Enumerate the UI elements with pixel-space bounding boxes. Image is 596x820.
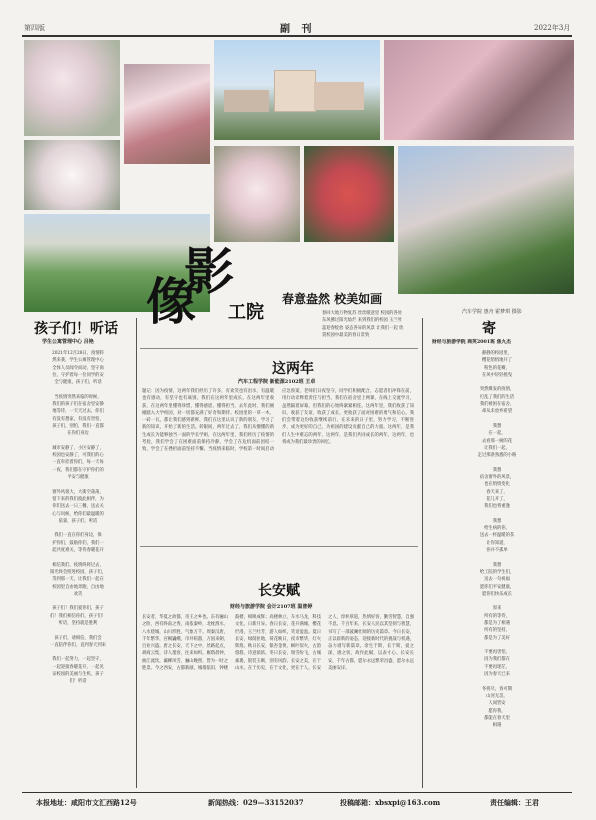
text-line <box>24 525 132 532</box>
text-line <box>432 416 562 423</box>
text-line: 突然爆发的疫情， <box>479 387 515 393</box>
center-top-body: 题记：因为疫情，这两年我们经历了许多，有欢笑也有泪水，有温暖也有感动，有坚守也有离别。我们在这两年里成长，在这两年里收获，在这两年里懂得珍惜，懂得感恩，懂得担当。去年此时，我们刚刚踏入大学校园，对一切都充满了好奇和期待。校园里的一草一木，一砖一瓦，都让我们感到新鲜，我们在这里认识了新的朋友，学习了新的知识，开始了新的生活。转眼间，两年过去了，我们从懵懂的新生成长为能够独当一面的学长学姐，在这两年里，我们经历了疫情的考验，我们学会了在困难面前保持冷静，学会了在危机面前团结一致，学会了在挫折面前坚持不懈。当疫情来临时，学校第一时间启动应急预案，老师们日夜坚守，同学们积极配合，志愿者们冲锋在前，用行动诠释着责任与担当。我们在宿舍里上网课，在线上交流学习，虽然隔着屏幕，但我们的心始终紧紧相连。这两年里，我们收获了知识，收获了友谊，收获了成长，更收获了面对困难的勇气和信心。我们会带着这份收获继续前行，在未来的日子里，努力学习，不断进步，成为更好的自己，为祖国的建设贡献自己的力量。这两年，是我们人生中难忘的两年，这两年，是我们共同成长的两年，这两年，也将成为我们最珍贵的回忆。 <box>142 389 414 453</box>
footer-editor: 责任编辑：王君 <box>490 798 539 807</box>
text-line: 人间皆安 <box>488 701 506 707</box>
text-line: 也在悄悄变化 <box>484 482 510 488</box>
issue-number: 第四版 <box>24 24 45 32</box>
photo-tree-path <box>398 146 574 294</box>
text-line: 依靠，孩子们，听话 <box>58 518 98 524</box>
photo-blossom-white <box>24 140 120 210</box>
newspaper-section-title: 副 刊 <box>280 24 316 35</box>
text-line: 樱花悄悄地开了 <box>481 358 513 364</box>
center-bottom-author: 财经与旅游学院 会计2107班 温普婷 <box>230 604 313 610</box>
text-line: 让你知道， <box>486 540 508 546</box>
photo-section-title-small: 工院 <box>228 302 264 323</box>
text-line: 打乱了我们的生活 <box>479 394 515 400</box>
text-line: 孩子们，请相信，我们会 <box>54 635 102 641</box>
text-line: 校园也安静了，可我们的心 <box>52 453 104 459</box>
text-line: 愿你们平安健康， <box>479 584 515 590</box>
text-line: 你并不孤单 <box>486 548 508 554</box>
text-line: 去看那一树的花 <box>481 438 513 444</box>
intro-line: 蕊迎春绽放 姿态各异的风景 让我们一起 欣 <box>322 325 404 331</box>
text-line: 在你们身边 <box>67 431 89 437</box>
text-line: 等到那一天，让我们一起在 <box>52 577 104 583</box>
text-line: 我们也将重逢 <box>484 504 510 510</box>
center-top-title: 这两年 <box>272 361 314 377</box>
text-line: 因为我们都在 <box>484 657 510 663</box>
text-line: 平安与健康 <box>67 475 89 481</box>
footer-phone: 新闻热线：029—33152037 <box>208 798 304 807</box>
text-line: 我想 <box>492 467 502 473</box>
left-article-author: 学生公寓管理中心 吕艳 <box>42 339 94 345</box>
text-line: 一直牵挂着你们，每一天每 <box>52 460 104 466</box>
left-article-body <box>24 350 132 788</box>
center-bottom-rule <box>140 546 418 547</box>
text-line: 山河无恙， <box>486 693 508 699</box>
text-line: 全体人员闻令而动，坚守岗 <box>52 365 104 371</box>
photo-blossom-topleft <box>24 40 120 136</box>
text-line: 一起迎接春暖花开，一起见 <box>52 664 104 670</box>
text-line: 们！我们相信你们，孩子们！ <box>50 613 106 619</box>
text-line: 却从未放弃希望 <box>481 409 513 415</box>
text-line: 我们一起努力，一起坚守， <box>52 657 104 663</box>
footer-email: 投稿邮箱：xbsxpi@163.com <box>340 798 441 807</box>
text-line: 当疫情突然来临的时候， <box>54 394 102 400</box>
photo-section-intro <box>322 310 412 339</box>
text-line <box>432 598 562 605</box>
text-line: 留下来的我们彼此相伴，为 <box>52 496 104 502</box>
text-line: 我想 <box>492 518 502 524</box>
text-line: 相遇 <box>492 723 502 729</box>
text-line: 欢笑 <box>73 591 83 597</box>
text-line: 有没有想家，有没有害怕， <box>52 416 104 422</box>
text-line: 们！听话 <box>69 679 87 685</box>
text-line: 校园里自由地奔跑，自由地 <box>52 584 104 590</box>
issue-date: 2022年3月 <box>534 24 571 32</box>
photo-section-subtitle: 春意盎然 校美如画 <box>282 292 383 306</box>
text-line: 送去一句祝福 <box>484 577 510 583</box>
text-line <box>432 511 562 518</box>
photo-pink-trees-path <box>384 40 574 140</box>
text-line <box>24 481 132 488</box>
center-bottom-body: 长安者，华夏之故都，帝王之乡也。东有骊山之险，西有终南之秀，南依秦岭，北枕渭水，八水绕城，山川形胜，气象万千。周秦汉唐，千年繁华，宫阙巍峨，市井喧嚣，万国来朝，百业兴盛。唐之长安，天下之中，丝路起点，胡商云集，诗人墨客，往来如织。雁塔晨钟，曲江流饮，灞柳风雪，骊山晚照，皆为一时之胜景。今之西安，古都新颜，城墙依旧，钟楼鼓楼，相映成辉；高楼林立，车水马龙，科技文化，日新月异。春日长安，花开满城，樱花烂漫，玉兰吐芳，游人如织，笑语盈盈。夏日长安，绿荫匝地，荷花映日，夜市繁华，灯火辉煌。秋日长安，银杏金黄，枫叶似火，古韵悠悠，诗意浓浓。冬日长安，瑞雪纷飞，古城素裹，银装玉砌，别有风韵。长安之美，在于山水，在于历史，在于文化，更在于人。长安之人，淳朴厚道，热情好客，勤劳智慧，自强不息。千百年来，长安人民以其坚韧与智慧，书写了一部波澜壮阔的历史篇章。今日长安，正以崭新的姿态，迎接新时代的挑战与机遇，奋力谱写新篇章。余生于斯，长于斯，爱之深，感之切，故作此赋，以表寸心。长安长安，千年古都，愿尔永远繁荣昌盛，愿尔永远美丽安详。 <box>142 615 414 672</box>
text-line: 听话，坚持就是胜利 <box>58 620 98 626</box>
photo-campus-buildings <box>214 40 380 140</box>
text-line: 你们送去一日三餐，送去关 <box>52 504 104 510</box>
text-line: 愿你们快乐成长 <box>481 591 513 597</box>
text-line: 不要再害怕， <box>484 650 510 656</box>
text-line: 冬将尽，春可期 <box>481 686 513 692</box>
text-line: 都是为了相遇 <box>484 620 510 626</box>
text-line <box>24 438 132 445</box>
text-line: 地等待，一天天过去，你们 <box>52 409 104 415</box>
text-line: 给生病的你， <box>484 526 510 532</box>
left-article-title: 孩子们！听话 <box>34 321 118 337</box>
text-line: 所有的等待， <box>484 613 510 619</box>
text-line: 花儿开了， <box>486 496 508 502</box>
right-article-body <box>432 350 562 788</box>
text-line <box>432 554 562 561</box>
text-line: 孩子们，别怕，我们一直都 <box>52 423 104 429</box>
text-line: 我想 <box>492 562 502 568</box>
text-line: 在风中轻轻摇曳 <box>481 372 513 378</box>
center-bottom-title: 长安赋 <box>258 583 300 599</box>
text-line: 护你们，鼓励你们，我们一 <box>52 540 104 546</box>
text-line <box>432 379 562 386</box>
text-line: 所有的坚持， <box>484 628 510 634</box>
text-line <box>432 642 562 649</box>
photo-red-flowers <box>304 146 394 242</box>
footer-address: 本报地址：咸阳市文汇西路12号 <box>36 798 137 807</box>
text-line: 孩子们！我们爱你们，孩子 <box>52 606 104 612</box>
center-top-author: 汽车工程学院 新能源2102班 王卓 <box>238 379 316 385</box>
text-line: 春天来了， <box>486 489 508 495</box>
photo-caption: 汽车学院 惠舟 霍梦琪 摄影 <box>462 309 522 315</box>
text-line <box>432 459 562 466</box>
text-line: 阳光终会照进校园，孩子们， <box>50 569 106 575</box>
text-line: 心与问候，给你们最温暖的 <box>52 511 104 517</box>
text-line: 我们的孩子们在宿舍里安静 <box>52 402 104 408</box>
text-line: 城市安静了，小区安静了， <box>52 445 104 451</box>
column-divider <box>136 318 137 788</box>
text-line: 原来 <box>492 606 502 612</box>
text-line <box>24 649 132 656</box>
text-line <box>24 386 132 393</box>
column-divider <box>422 318 423 788</box>
text-line: 愿你我， <box>488 708 506 714</box>
text-line: 都是为了美好 <box>484 635 510 641</box>
text-line: 在一起， <box>488 431 506 437</box>
text-line: 证校园的美丽与生机，孩子 <box>52 672 104 678</box>
footer-rule <box>22 792 572 793</box>
text-line: 我想 <box>492 423 502 429</box>
intro-line: 春回大地万物复苏 丝丝暖意里 校园的各处 <box>322 311 403 316</box>
text-line: 一夜，我们都在守护你们的 <box>52 467 104 473</box>
text-line: 我们被困在宿舍， <box>479 402 515 408</box>
text-line: 2021年12月28日，疫情猝 <box>52 351 104 356</box>
text-line: 窗外风很大，大街空荡荡， <box>52 489 104 495</box>
photo-section-title-char2: 像 <box>146 272 196 331</box>
text-line: 因为春天已来 <box>484 672 510 678</box>
right-article-author: 财经与旅游学院 商英2001班 焦九杰 <box>432 339 512 345</box>
text-line: 送去一杯温暖的茶 <box>479 533 515 539</box>
text-line: 然来袭，学生公寓管理中心 <box>52 358 104 364</box>
intro-line: 赏校园中最美的春日景致 <box>322 332 370 338</box>
text-line: 全与健康，孩子们，听话 <box>54 380 102 386</box>
text-line: 静静的校园里， <box>481 351 513 356</box>
text-line <box>432 678 562 685</box>
text-line: 粉色的花瓣， <box>484 365 510 371</box>
text-line: 位，守护着每一位同学的安 <box>52 372 104 378</box>
text-line: 相信我们，疫情终将过去， <box>52 562 104 568</box>
text-line: 走过那条熟悉的小路 <box>477 453 517 459</box>
center-top-rule <box>140 348 418 349</box>
text-line: 起共度难关，等待春暖花开 <box>52 548 104 554</box>
intro-line: 东风拂过阳光灿烂 来到我们的校园 玉兰吐 <box>322 318 403 324</box>
text-line <box>24 627 132 634</box>
text-line: 都能在春天里 <box>484 715 510 721</box>
text-line: 给工院的学生们， <box>479 569 515 575</box>
text-line: 宿舍窗外的风景， <box>479 475 515 481</box>
right-article-title: 寄 <box>482 321 496 337</box>
photo-red-branches <box>124 64 210 164</box>
photo-blossom-closeup <box>214 146 300 242</box>
text-line: 让我们一起， <box>484 445 510 451</box>
text-line <box>24 598 132 605</box>
header-rule <box>22 35 572 37</box>
photo-section-title-char1: 影 <box>184 242 234 301</box>
text-line <box>24 554 132 561</box>
text-line: 不要再迷茫， <box>484 664 510 670</box>
text-line: 我们一直在你们身边，保 <box>54 533 102 539</box>
text-line: 一直陪伴你们，直到春天到来 <box>50 642 106 648</box>
